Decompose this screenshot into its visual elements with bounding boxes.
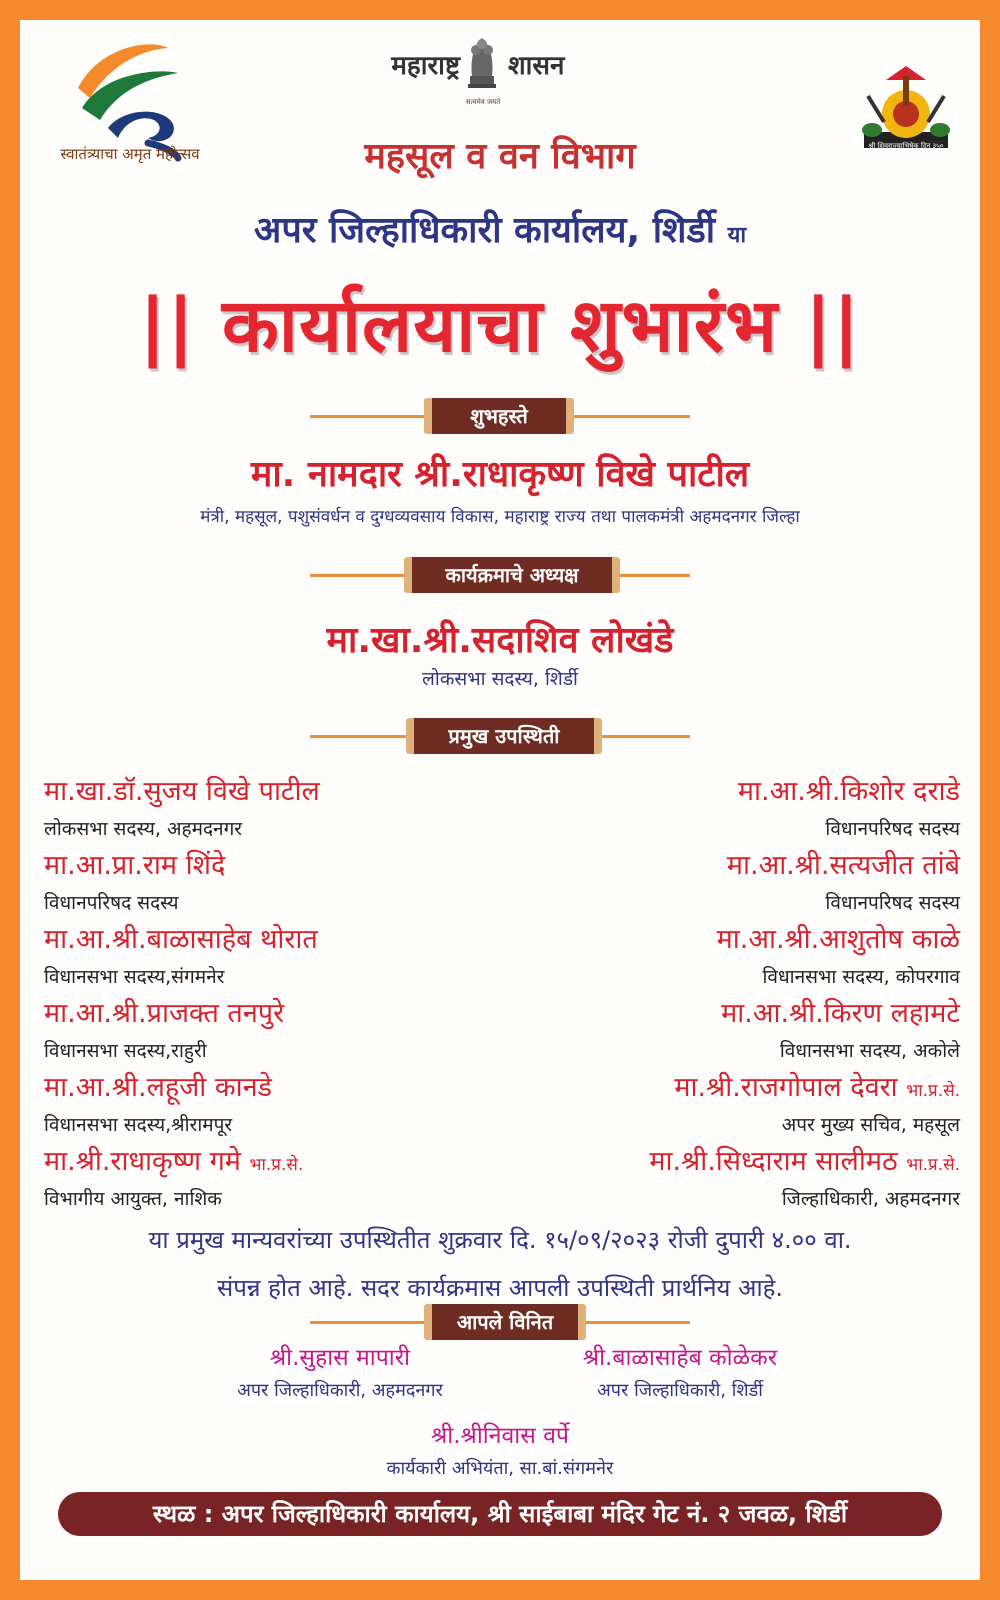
guest-role: विधानसभा सदस्य,श्रीरामपूर [44, 1114, 233, 1136]
department-title: महसूल व वन विभाग [364, 136, 636, 177]
guest-entry [44, 994, 504, 1068]
guest-name: मा.आ.श्री.किरण लहामटे [721, 998, 960, 1029]
guest-entry [44, 772, 504, 846]
regards-role: अपर जिल्हाधिकारी, शिर्डी [597, 1380, 763, 1401]
guest-entry [44, 1068, 504, 1142]
regards-name: श्री.श्रीनिवास वर्पे [431, 1423, 569, 1449]
shivrajyabhishek-caption: श्री शिवराज्याभिषेक दिन ३५० [868, 142, 944, 150]
president-name: मा.खा.श्री.सदाशिव लोखंडे [326, 620, 674, 661]
chief-guest-role: मंत्री, महसूल, पशुसंवर्धन व दुग्धव्यवसाय विकास, महाराष्ट्र राज्य तथा पालकमंत्री अहमदनगर जिल्हा [200, 507, 800, 527]
guest-role: विधानसभा सदस्य,राहुरी [44, 1040, 207, 1062]
office-name: अपर जिल्हाधिकारी कार्यालय, शिर्डी [253, 210, 716, 251]
regards-entry [20, 1418, 980, 1480]
section-regards [20, 1302, 980, 1342]
guest-service-suffix: भा.प्र.से. [906, 1081, 960, 1101]
regards-role: अपर जिल्हाधिकारी, अहमदनगर [237, 1380, 443, 1401]
section-president-label: कार्यक्रमाचे अध्यक्ष [404, 557, 620, 593]
guest-name: मा.आ.श्री.सत्यजीत तांबे [726, 850, 960, 881]
regards-entry [510, 1340, 850, 1402]
section-guests-label: प्रमुख उपस्थिती [406, 718, 602, 754]
guest-name: मा.श्री.राधाकृष्ण गमे भा.प्र.से. [44, 1146, 304, 1177]
regards-role: कार्यकारी अभियंता, सा.बां.संगमनेर [386, 1458, 614, 1479]
guest-name: मा.श्री.सिध्दाराम सालीमठ भा.प्र.से. [649, 1146, 960, 1177]
section-chief-guest-label: शुभहस्ते [424, 398, 574, 434]
gov-title-left: महाराष्ट्र [391, 51, 460, 81]
invitation-card [20, 20, 980, 1580]
emblem-motto: सत्यमेव जयते [465, 98, 501, 106]
guest-entry [500, 920, 960, 994]
guest-role: लोकसभा सदस्य, अहमदनगर [44, 818, 243, 840]
guest-name: मा.खा.डॉ.सुजय विखे पाटील [44, 776, 320, 807]
office-title [20, 204, 980, 253]
guest-role: जिल्हाधिकारी, अहमदनगर [781, 1188, 960, 1210]
gov-title-right: शासन [508, 51, 565, 81]
guest-role: विधानसभा सदस्य, अकोले [779, 1040, 960, 1062]
guest-entry [500, 1142, 960, 1216]
invitation-message-line2: संपन्न होत आहे. सदर कार्यक्रमास आपली उपस्थिती प्रार्थनिय आहे. [217, 1274, 783, 1302]
regards-name: श्री.बाळासाहेब कोळेकर [582, 1345, 778, 1371]
office-suffix: या [727, 223, 747, 248]
guest-role: विधानसभा सदस्य,संगमनेर [44, 966, 225, 988]
guest-role: अपर मुख्य सचिव, महसूल [781, 1114, 960, 1136]
guests-left-column [44, 772, 504, 1216]
regards-name: श्री.सुहास मापारी [269, 1345, 411, 1371]
section-chief-guest [20, 396, 980, 436]
section-regards-label: आपले विनित [424, 1304, 586, 1340]
venue-banner: स्थळ : अपर जिल्हाधिकारी कार्यालय, श्री साईबाबा मंदिर गेट नं. २ जवळ, शिर्डी [58, 1492, 942, 1536]
guest-role: विधानपरिषद सदस्य [825, 892, 960, 914]
chief-guest-name: मा. नामदार श्री.राधाकृष्ण विखे पाटील [250, 454, 750, 495]
guest-entry [44, 920, 504, 994]
guest-entry [500, 772, 960, 846]
guest-entry [44, 846, 504, 920]
guest-name: मा.आ.प्रा.राम शिंदे [44, 850, 226, 881]
guest-name: मा.आ.श्री.किशोर दराडे [737, 776, 960, 807]
guest-entry [500, 846, 960, 920]
guest-role: विधानसभा सदस्य, कोपरगाव [762, 966, 960, 988]
invitation-message [40, 1216, 960, 1312]
guest-name: मा.आ.श्री.लहूजी कानडे [44, 1072, 273, 1103]
guest-service-suffix: भा.प्र.से. [249, 1155, 304, 1175]
guest-name: मा.आ.श्री.आशुतोष काळे [716, 924, 960, 955]
inauguration-heading: || कार्यालयाचा शुभारंभ || [139, 283, 861, 369]
guest-entry [500, 1068, 960, 1142]
guests-right-column [500, 772, 960, 1216]
guest-service-suffix: भा.प्र.से. [906, 1155, 960, 1175]
guest-name: मा.आ.श्री.प्राजक्त तनपुरे [44, 998, 285, 1029]
president-role: लोकसभा सदस्य, शिर्डी [422, 668, 578, 690]
guest-entry [44, 1142, 504, 1216]
guest-role: विधानपरिषद सदस्य [44, 892, 179, 914]
azadi-logo-caption: स्वातंत्र्याचा अमृत महोत्सव [60, 145, 200, 163]
guest-role: विभागीय आयुक्त, नाशिक [44, 1188, 222, 1210]
national-emblem-icon [462, 30, 502, 100]
regards-entry [170, 1340, 510, 1402]
guest-name: मा.आ.श्री.बाळासाहेब थोरात [44, 924, 318, 955]
invitation-message-line1: या प्रमुख मान्यवरांच्या उपस्थितीत शुक्रवार दि. १५/०९/२०२३ रोजी दुपारी ४.०० वा. [148, 1226, 852, 1254]
section-president [20, 555, 980, 595]
guest-entry [500, 994, 960, 1068]
section-guests [20, 716, 980, 756]
guest-name: मा.श्री.राजगोपाल देवरा भा.प्र.से. [674, 1072, 960, 1103]
guest-role: विधानपरिषद सदस्य [825, 818, 960, 840]
